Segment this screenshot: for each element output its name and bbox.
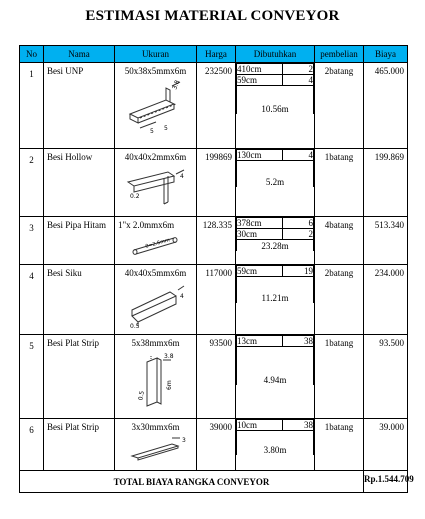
ukuran-label: 5x38mmx6m — [131, 338, 180, 348]
need-total-row — [237, 161, 314, 188]
need-length: 378cm — [237, 218, 283, 229]
need-qty: 38 — [282, 420, 313, 431]
need-qty: 2 — [282, 64, 313, 75]
row-pembelian: 2batang — [315, 265, 364, 335]
need-length: 130cm — [237, 150, 283, 161]
row-pembelian: 1batang — [315, 419, 364, 471]
need-total-row — [237, 347, 314, 386]
row-harga: 128.335 — [197, 217, 236, 265]
ukuran-label: 40x40x2mmx6m — [124, 152, 187, 162]
row-nama: Besi Plat Strip — [44, 419, 115, 471]
page-title: ESTIMASI MATERIAL CONVEYOR — [85, 8, 340, 24]
row-dibutuhkan — [236, 265, 315, 335]
row-ukuran — [115, 419, 197, 471]
table-row — [20, 335, 408, 419]
need-row — [237, 420, 314, 431]
ukuran-label: 40x40x5mmx6m — [124, 268, 187, 278]
need-subtable — [236, 149, 314, 187]
row-harga: 199869 — [197, 149, 236, 217]
col-header-nama: Nama — [44, 46, 115, 63]
hollow-tube-drawing — [124, 164, 188, 208]
need-total: 10.56m — [237, 86, 314, 115]
row-dibutuhkan — [236, 419, 315, 471]
need-length: 30cm — [237, 229, 283, 240]
row-biaya: 465.000 — [364, 63, 408, 149]
angle-iron-drawing — [124, 280, 188, 330]
row-no: 4 — [20, 265, 44, 335]
row-ukuran — [115, 63, 197, 149]
need-total-row — [237, 86, 314, 115]
dim-label: 3.8 — [163, 353, 174, 360]
col-header-no: No — [20, 46, 44, 63]
row-biaya: 93.500 — [364, 335, 408, 419]
need-row — [237, 218, 314, 229]
need-total: 11.21m — [237, 277, 314, 304]
total-row — [20, 471, 408, 493]
row-ukuran — [115, 265, 197, 335]
row-nama: Besi Plat Strip — [44, 335, 115, 419]
row-dibutuhkan — [236, 149, 315, 217]
dim-label: 4 — [179, 293, 184, 300]
need-row — [237, 266, 314, 277]
table-row — [20, 419, 408, 471]
row-dibutuhkan — [236, 217, 315, 265]
pipe-drawing — [126, 232, 186, 256]
col-header-harga: Harga — [197, 46, 236, 63]
need-total: 23.28m — [237, 240, 314, 252]
col-header-biaya: Biaya — [364, 46, 408, 63]
row-harga: 39000 — [197, 419, 236, 471]
flat-strip-drawing — [131, 350, 181, 412]
row-pembelian: 2batang — [315, 63, 364, 149]
row-pembelian: 1batang — [315, 149, 364, 217]
row-biaya: 234.000 — [364, 265, 408, 335]
row-pembelian: 4batang — [315, 217, 364, 265]
row-ukuran — [115, 217, 197, 265]
dim-label: 5 — [149, 128, 154, 135]
dim-label: 0.2 — [129, 193, 140, 200]
row-biaya: 199.869 — [364, 149, 408, 217]
need-qty: 4 — [282, 150, 313, 161]
table-row — [20, 217, 408, 265]
need-row — [237, 150, 314, 161]
need-row — [237, 229, 314, 240]
row-ukuran — [115, 335, 197, 419]
table-row — [20, 265, 408, 335]
row-biaya: 513.340 — [364, 217, 408, 265]
need-subtable — [236, 265, 314, 303]
need-length: 10cm — [237, 420, 283, 431]
need-total-row — [237, 431, 314, 456]
dim-label: 6m — [165, 380, 173, 390]
need-qty: 38 — [282, 336, 313, 347]
dim-label: θ=2.6mm — [144, 237, 171, 250]
row-no: 3 — [20, 217, 44, 265]
row-harga: 93500 — [197, 335, 236, 419]
need-qty: 19 — [282, 266, 313, 277]
need-length: 59cm — [237, 75, 283, 86]
need-row — [237, 64, 314, 75]
row-no: 1 — [20, 63, 44, 149]
col-header-dibutuhkan: Dibutuhkan — [236, 46, 315, 63]
col-header-ukuran: Ukuran — [115, 46, 197, 63]
need-total-row — [237, 277, 314, 304]
need-qty: 2 — [282, 229, 313, 240]
need-row — [237, 336, 314, 347]
dim-label: 4 — [179, 173, 184, 180]
row-dibutuhkan — [236, 63, 315, 149]
need-total: 3.80m — [237, 431, 314, 456]
flat-strip-drawing — [124, 434, 188, 462]
need-subtable — [236, 63, 314, 114]
dim-label: 3.8 — [170, 79, 181, 91]
table-header-row — [20, 46, 408, 63]
need-qty: 6 — [282, 218, 313, 229]
row-harga: 117000 — [197, 265, 236, 335]
ukuran-label: 3x30mmx6m — [131, 422, 180, 432]
need-subtable — [236, 419, 314, 455]
row-nama: Besi Pipa Hitam — [44, 217, 115, 265]
dim-label: 0.5 — [136, 390, 146, 401]
total-value: Rp.1.544.709 — [364, 471, 408, 493]
material-table — [19, 45, 414, 493]
need-total-row — [237, 240, 314, 252]
row-no: 6 — [20, 419, 44, 471]
row-nama: Besi UNP — [44, 63, 115, 149]
row-no: 5 — [20, 335, 44, 419]
need-subtable — [236, 217, 314, 251]
row-ukuran — [115, 149, 197, 217]
dim-label: 5 — [163, 125, 168, 132]
need-total: 5.2m — [237, 161, 314, 188]
table-row — [20, 149, 408, 217]
row-pembelian: 1batang — [315, 335, 364, 419]
row-biaya: 39.000 — [364, 419, 408, 471]
table-row — [20, 63, 408, 149]
dim-label: 3 — [181, 437, 186, 444]
ukuran-label: 50x38x5mmx6m — [124, 66, 187, 76]
ukuran-label: 1"x 2.0mmx6m — [118, 220, 175, 230]
need-length: 13cm — [237, 336, 283, 347]
unp-channel-drawing — [126, 78, 186, 136]
row-harga: 232500 — [197, 63, 236, 149]
need-qty: 4 — [282, 75, 313, 86]
need-length: 59cm — [237, 266, 283, 277]
need-total: 4.94m — [237, 347, 314, 386]
row-dibutuhkan — [236, 335, 315, 419]
row-nama: Besi Hollow — [44, 149, 115, 217]
col-header-pembelian: pembelian — [315, 46, 364, 63]
row-nama: Besi Siku — [44, 265, 115, 335]
need-row — [237, 75, 314, 86]
row-no: 2 — [20, 149, 44, 217]
total-label: TOTAL BIAYA RANGKA CONVEYOR — [20, 471, 364, 493]
dim-label: 0.5 — [129, 323, 140, 330]
need-length: 410cm — [237, 64, 283, 75]
need-subtable — [236, 335, 314, 385]
